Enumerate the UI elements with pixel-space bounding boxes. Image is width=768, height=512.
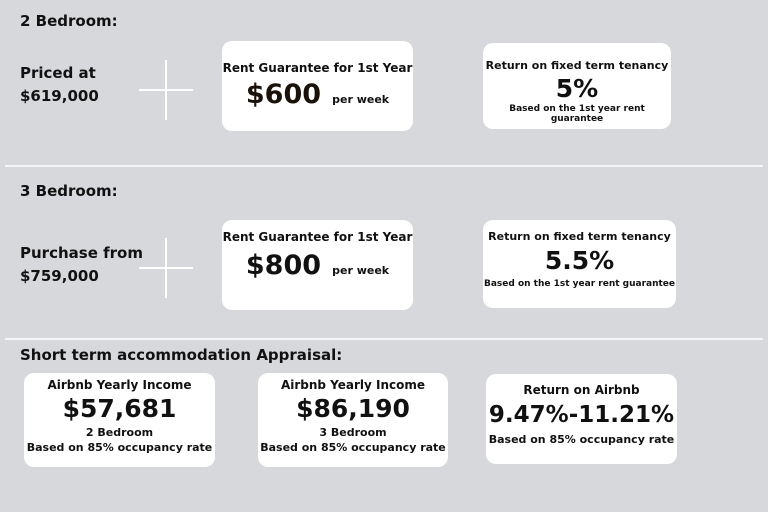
rent-card-title: Rent Guarantee for 1st Year	[222, 61, 413, 75]
three-bedroom-price-label: Purchase from	[20, 244, 143, 262]
three-bedroom-price-value: $759,000	[20, 267, 99, 285]
two-bedroom-price	[20, 62, 99, 108]
two-bedroom-price-label: Priced at	[20, 64, 96, 82]
airbnb-return-card	[486, 374, 677, 464]
return-note: Based on the 1st year rent guarantee	[509, 104, 645, 124]
three-bedroom-heading: 3 Bedroom:	[20, 182, 118, 200]
section-divider	[5, 338, 763, 340]
return-value: 5.5%	[544, 246, 615, 275]
return-note: Based on the 1st year rent guarantee	[483, 279, 676, 289]
rent-unit: per week	[332, 93, 390, 106]
section-divider	[5, 165, 763, 167]
three-bedroom-rent-card	[222, 220, 413, 310]
airbnb-card-title: Airbnb Yearly Income	[280, 378, 426, 392]
short-term-heading: Short term accommodation Appraisal:	[20, 346, 343, 364]
return-card-title: Return on fixed term tenancy	[488, 230, 671, 243]
three-bedroom-price	[20, 242, 143, 288]
two-bedroom-rent-card	[222, 41, 413, 131]
two-bedroom-return-card	[483, 43, 671, 129]
airbnb-income-card	[24, 373, 215, 467]
airbnb-return-title: Return on Airbnb	[523, 383, 640, 397]
airbnb-bedroom: 3 Bedroom	[319, 426, 387, 439]
rent-card-title: Rent Guarantee for 1st Year	[222, 230, 413, 244]
return-value: 5%	[555, 74, 599, 103]
airbnb-amount: $57,681	[62, 394, 177, 423]
airbnb-note: Based on 85% occupancy rate	[260, 441, 446, 454]
airbnb-income-card	[258, 373, 448, 467]
airbnb-return-value: 9.47%-11.21%	[488, 402, 675, 428]
rent-amount: $800	[245, 250, 322, 281]
rent-unit: per week	[332, 264, 390, 277]
two-bedroom-price-value: $619,000	[20, 87, 99, 105]
airbnb-return-note: Based on 85% occupancy rate	[488, 433, 675, 446]
airbnb-amount: $86,190	[296, 394, 410, 423]
two-bedroom-heading: 2 Bedroom:	[20, 12, 118, 30]
rent-amount: $600	[245, 79, 322, 110]
airbnb-note: Based on 85% occupancy rate	[26, 441, 213, 454]
airbnb-card-title: Airbnb Yearly Income	[47, 378, 192, 392]
airbnb-bedroom: 2 Bedroom	[85, 426, 154, 439]
return-card-title: Return on fixed term tenancy	[485, 59, 669, 72]
three-bedroom-return-card	[483, 220, 676, 308]
